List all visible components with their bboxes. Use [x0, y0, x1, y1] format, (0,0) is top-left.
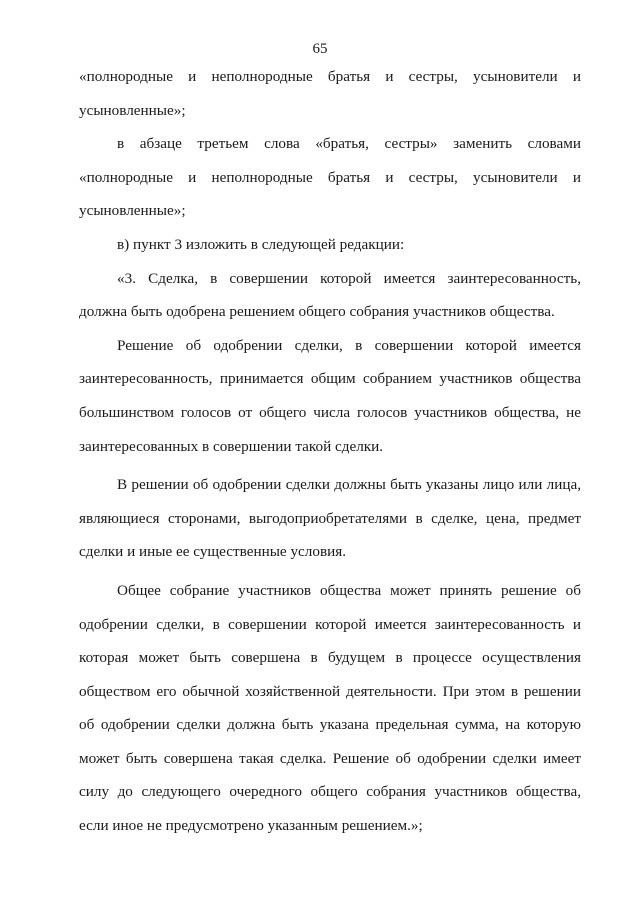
paragraph: в абзаце третьем слова «братья, сестры» заменить словами «полнородные и неполнородные братья и сестры, усыновители и усыновленные»;	[79, 135, 581, 220]
page-number: 65	[312, 41, 328, 57]
paragraph: «полнородные и неполнородные братья и сестры, усыновители и усыновленные»;	[79, 68, 581, 119]
paragraph: В решении об одобрении сделки должны быть указаны лицо или лица, являющиеся сторонами, выгодоприобретателями в сделке, цена, предмет сделки и иные ее существенные условия.	[79, 476, 581, 561]
paragraph: Общее собрание участников общества может принять решение об одобрении сделки, в совершении которой имеется заинтересованность и которая может быть совершена в будущем в процессе осуществления обществом его обычной хозяйственной деятельности. При этом в решении об одобрении сделки должна быть указана предельная сумма, на которую может быть совершена такая сделка. Решение об одобрении сделки имеет силу до следующего очередного общего собрания участников общества, если иное не предусмотрено указанным решением.»;	[79, 581, 581, 835]
paragraph: Решение об одобрении сделки, в совершении которой имеется заинтересованность, принимается общим собранием участников общества большинством голосов от общего числа голосов участников общества, не заинтересованных в совершении такой сделки.	[79, 336, 581, 455]
paragraph: «3. Сделка, в совершении которой имеется заинтересованность, должна быть одобрена решением общего собрания участников общества.	[79, 269, 581, 321]
paragraph: в) пункт 3 изложить в следующей редакции:	[117, 235, 405, 253]
document-body	[79, 60, 581, 843]
